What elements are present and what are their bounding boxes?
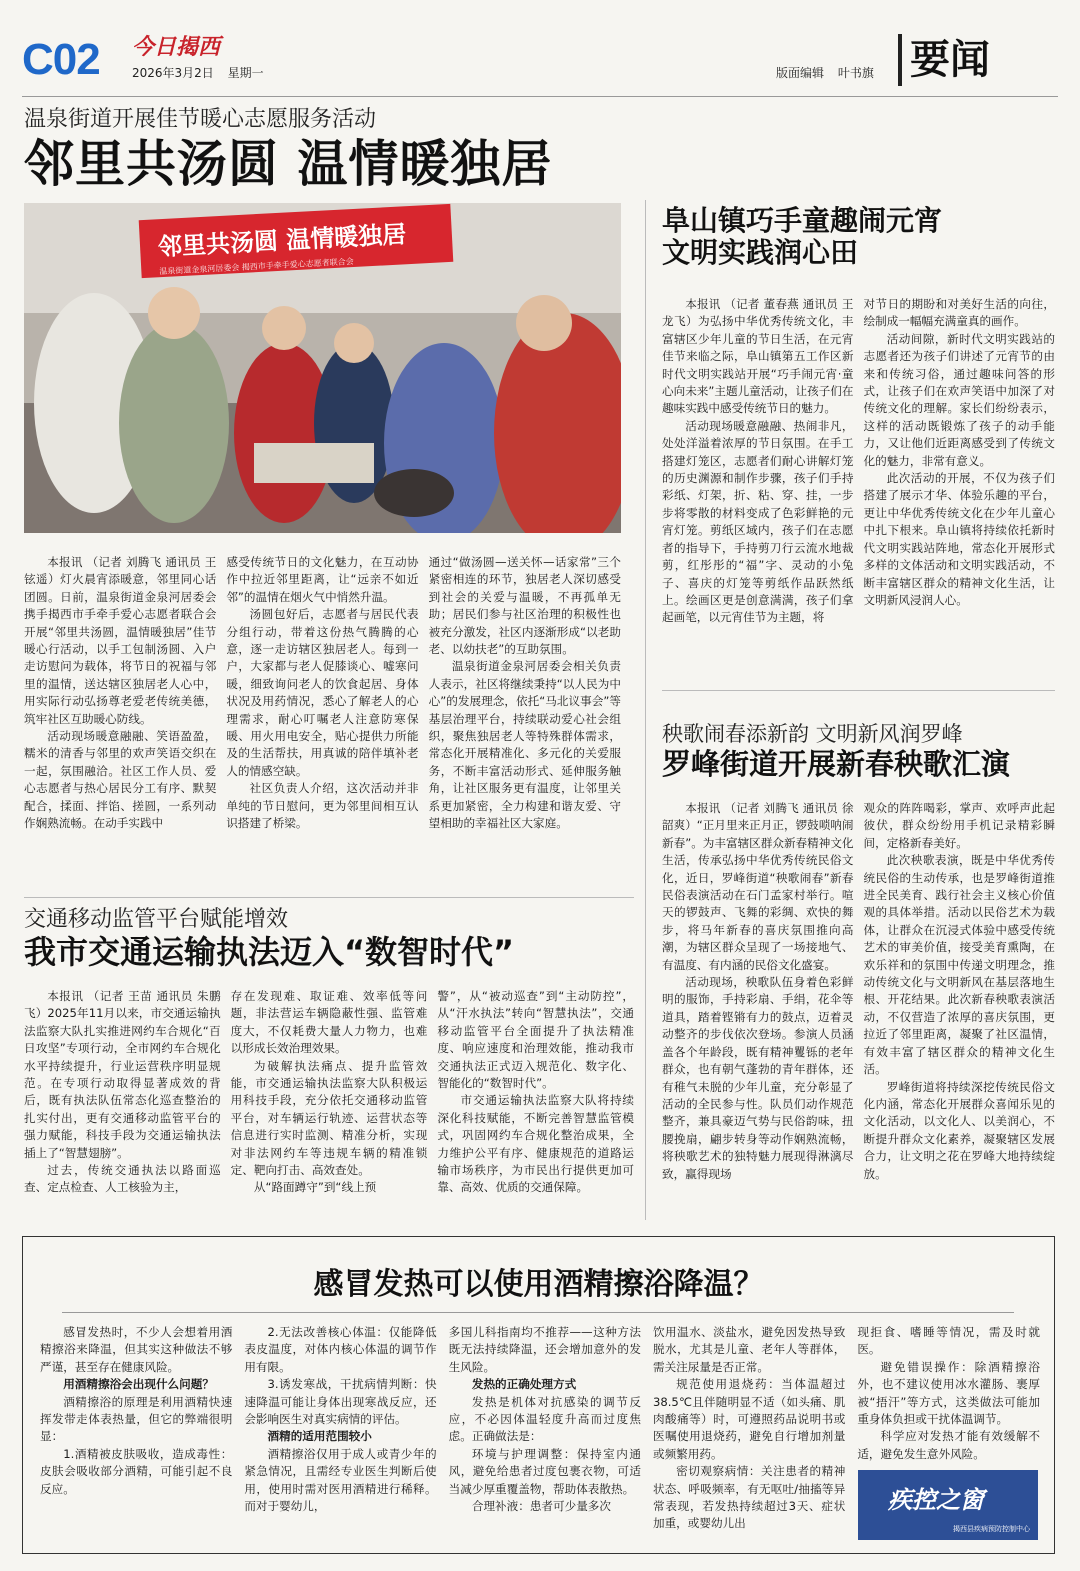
- logo-title: 疾控之窗: [888, 1485, 984, 1514]
- header-rule: [22, 96, 1058, 97]
- paragraph: 警”，从“被动巡查”到“主动防控”，从“汗水执法”转向“智慧执法”，交通移动监管平台全面提升了执法精准度、响应速度和治理效能，推动我市交通执法正式迈入规范化、数字化、智能化的“数智时代”。: [437, 989, 635, 1091]
- masthead-logo: 今日揭西: [132, 34, 221, 60]
- article2-headline-line2: 文明实践润心田: [662, 236, 859, 270]
- subheading: 酒精的适用范围较小: [267, 1429, 372, 1444]
- article5-col-3: [449, 1324, 641, 1533]
- editor-name: 叶书旗: [837, 66, 874, 80]
- article3-headline: 罗峰街道开展新春秧歌汇演: [662, 747, 1011, 781]
- paragraph: 环境与护理调整：保持室内通风，避免给患者过度包裹衣物，可适当减少厚重覆盖物，帮助体表散热。: [448, 1446, 641, 1496]
- section-divider: [898, 34, 902, 86]
- article-divider: [24, 897, 634, 898]
- paragraph: 对节日的期盼和对美好生活的向往，绘制成一幅幅充满童真的画作。: [863, 297, 1055, 329]
- section-title: 要闻: [910, 37, 990, 83]
- paragraph: 本报讯 （记者 董春燕 通讯员 王龙飞）为弘扬中华优秀传统文化，丰富辖区少年儿童的节日生活，在元宵佳节来临之际，阜山镇第五工作区新时代文明实践站开展“巧手闹元宵·童心向未来”主题儿童活动，让孩子们在趣味实践中感受传统节日的魅力。: [662, 297, 854, 416]
- paragraph: 此次活动的开展，不仅为孩子们搭建了展示才华、体验乐趣的平台，更让中华优秀传统文化在少年儿童心中扎下根来。阜山镇将持续依托新时代文明实践站阵地，常态化开展形式多样的文体活动和文明实践活动，不断丰富辖区群众的精神文化生活，让文明新风浸润人心。: [863, 471, 1055, 607]
- article5-col-2: [244, 1324, 436, 1533]
- article4-col-3: [437, 988, 634, 1197]
- article3-kicker: 秧歌闹春添新韵 文明新风润罗峰: [662, 722, 963, 746]
- article2-body: [662, 296, 1055, 627]
- paragraph: 存在发现难、取证难、效率低等问题，非法营运车辆隐蔽性强、监管难度大，不仅耗费大量人力物力，也难以形成长效治理效果。: [230, 989, 428, 1056]
- article1-headline: 邻里共汤圆 温情暖独居: [24, 135, 553, 193]
- paragraph: 现拒食、嗜睡等情况，需及时就医。: [857, 1325, 1041, 1357]
- paragraph: 感受传统节日的文化魅力，在互动协作中拉近邻里距离，让“远亲不如近邻”的温情在烟火气中悄然升温。: [226, 555, 419, 604]
- article1-col-3: [429, 554, 621, 833]
- paragraph: 活动现场暖意融融、热闹非凡，处处洋溢着浓厚的节日氛围。在手工搭建灯笼区，志愿者们耐心讲解灯笼的历史渊源和制作步骤，孩子们手持彩纸、灯架，折、粘、穿、挂，一步步将零散的材料变成了色彩鲜艳的元宵灯笼。剪纸区域内，孩子们在志愿者的指导下，手持剪刀行云流水地裁剪，红彤彤的“福”字、灵动的小兔子、喜庆的灯笼等剪纸作品跃然纸上。绘画区更是创意满满，孩子们拿起画笔，以元宵佳节为主题，将: [662, 418, 854, 625]
- article1-kicker: 温泉街道开展佳节暖心志愿服务活动: [24, 107, 377, 132]
- paragraph: 本报讯 （记者 刘腾飞 通讯员 徐韶爽）“正月里来正月正，锣鼓唢呐闹新春”。为丰富辖区群众新春精神文化生活，传承弘扬中华优秀传统民俗文化，近日，罗峰街道“秧歌闹春”新春民俗表演活动在石门孟家村举行。喧天的锣鼓声、飞舞的彩绸、欢快的舞步，将马年新春的喜庆氛围推向高潮，为辖区群众呈现了一场接地气、有温度、有内涵的民俗文化盛宴。: [662, 801, 854, 972]
- article4-body: [24, 988, 634, 1197]
- article1-col-2: [226, 554, 418, 833]
- article4-col-2: [231, 988, 428, 1197]
- paragraph: 此次秧歌表演，既是中华优秀传统民俗的生动传承，也是罗峰街道推进全民美育、践行社会主义核心价值观的具体举措。活动以民俗艺术为载体，让群众在沉浸式体验中感受传统艺术的审美价值，接受美育熏陶，在欢乐祥和的氛围中传递文明理念，推动传统文化与文明新风在基层落地生根、开花结果。此次新春秧歌表演活动，不仅营造了浓厚的喜庆氛围，更拉近了邻里距离，凝聚了社区温情，有效丰富了辖区群众的精神文化生活。: [863, 853, 1055, 1077]
- paragraph: 3.诱发寒战，干扰病情判断：快速降温可能让身体出现寒战反应，还会影响医生对真实病情的评估。: [244, 1377, 437, 1427]
- paragraph: 避免错误操作：除酒精擦浴外，也不建议使用冰水灌肠、裹厚被“捂汗”等方式，这类做法可能加重身体负担或干扰体温调节。: [857, 1359, 1041, 1427]
- article5-headline: 感冒发热可以使用酒精擦浴降温？: [313, 1267, 764, 1302]
- date-text: 2026年3月2日: [132, 66, 214, 80]
- paragraph: 罗峰街道将持续深挖传统民俗文化内涵，常态化开展群众喜闻乐见的文化活动，以文化人、以美润心，不断提升群众文化素养，凝聚辖区发展合力，让文明之花在罗峰大地持续绽放。: [863, 1079, 1055, 1181]
- article5-col-1: [40, 1324, 232, 1533]
- article4-col-1: [24, 988, 221, 1197]
- issue-date: [132, 64, 274, 81]
- logo-sub: 揭西县疾病预防控制中心: [953, 1525, 1030, 1533]
- cdc-window-logo: [858, 1470, 1038, 1540]
- paragraph: 本报讯 （记者 刘腾飞 通讯员 王铉遥）灯火晨宵添暖意，邻里同心话团圆。日前，温泉街道金泉河居委会携手揭西市手牵手爱心志愿者联合会开展“邻里共汤圆，温情暖独居”佳节暖心行活动，以手工包制汤圆、入户走访慰问为载体，将节日的祝福与邻里的温情，送达辖区独居老人心中，用实际行动弘扬尊老爱老传统美德，筑牢社区互助暖心防线。: [24, 555, 217, 726]
- editor-label: 版面编辑: [776, 66, 825, 80]
- paragraph: 科学应对发热才能有效缓解不适，避免发生意外风险。: [857, 1429, 1041, 1461]
- photo-banner-text: 邻里共汤圆 温情暖独居: [157, 220, 407, 262]
- paragraph: 市交通运输执法监察大队将持续深化科技赋能，不断完善智慧监管模式，巩固网约车合规化整治成果，全力维护公平有序、健康规范的道路运输市场秩序，为市民出行提供更加可靠、高效、优质的交通保障。: [437, 1093, 635, 1195]
- paragraph: 发热是机体对抗感染的调节反应，不必因体温轻度升高而过度焦虑。正确做法是：: [448, 1394, 641, 1444]
- page-number: C02: [22, 35, 100, 84]
- paragraph: 活动现场，秧歌队伍身着色彩鲜明的服饰，手持彩扇、手绢，花伞等道具，踏着铿锵有力的鼓点，迈着灵动整齐的步伐依次登场。参演人员涵盖各个年龄段，既有精神矍铄的老年群众，也有朝气蓬勃的青年群体，还有稚气未脱的少年儿童，充分彰显了活动的全民参与性。队员们动作规范整齐，兼具豪迈气势与民俗韵味，扭腰挽扇，翩步转身等动作娴熟流畅，将秧歌艺术的独特魅力展现得淋漓尽致，赢得现场: [662, 975, 854, 1181]
- paragraph: 酒精擦浴仅用于成人或青少年的紧急情况，且需经专业医生判断后使用，使用时需对医用酒精进行稀释。而对于婴幼儿，: [244, 1446, 437, 1514]
- subheading: 用酒精擦浴会出现什么问题？: [63, 1377, 214, 1392]
- weekday-text: 星期一: [227, 66, 264, 80]
- column-divider: [645, 200, 646, 1220]
- article2-headline: [662, 205, 942, 269]
- page-editor: [776, 64, 884, 81]
- article-divider: [662, 690, 1055, 691]
- paragraph: 饮用温水、淡盐水，避免因发热导致脱水，尤其是儿童、老年人等群体，需关注尿量是否正常。: [652, 1325, 846, 1374]
- article3-col-2: [864, 800, 1056, 1183]
- health-title-rule: [62, 1312, 1014, 1313]
- article4-headline: 我市交通运输执法迈入“数智时代”: [24, 933, 515, 971]
- article1-body: [24, 554, 621, 833]
- paragraph: 通过“做汤圆—送关怀—话家常”三个紧密相连的环节，独居老人深切感受到社会的关爱与温暖，不再孤单无助；居民们参与社区治理的积极性也被充分激发，社区内逐渐形成“以老助老、以幼扶老”的互助氛围。: [428, 555, 621, 657]
- article2-col-1: [662, 296, 854, 627]
- paragraph: 密切观察病情：关注患者的精神状态、呼吸频率，有无呕吐/抽搐等异常表现，若发热持续超过3天、症状加重，或婴幼儿出: [652, 1464, 846, 1531]
- paragraph: 温泉街道金泉河居委会相关负责人表示，社区将继续秉持“以人民为中心”的发展理念，依托“马北议事会”等基层治理平台，持续联动爱心社会组织，聚焦独居老人等特殊群体需求，常态化开展精准化、多元化的关爱服务，不断丰富活动形式、延伸服务触角，让社区服务更有温度，让邻里关系更加紧密，全力构建和谐友爱、守望相助的幸福社区大家庭。: [428, 659, 621, 831]
- paragraph: 活动间隙，新时代文明实践站的志愿者还为孩子们讲述了元宵节的由来和传统习俗，通过趣味问答的形式，让孩子们在欢声笑语中加深了对传统文化的理解。家长们纷纷表示，这样的活动既锻炼了孩子的动手能力，又让他们近距离感受到了传统文化的魅力，非常有意义。: [863, 331, 1055, 468]
- paragraph: 为破解执法痛点、提升监管效能，市交通运输执法监察大队积极运用科技手段，充分依托交通移动监管平台，对车辆运行轨迹、运营状态等信息进行实时监测、精准分析，实现对非法网约车等违规车辆的精准锁定、靶向打击、高效查处。: [230, 1058, 428, 1178]
- article2-col-2: [864, 296, 1056, 627]
- paragraph: 汤圆包好后，志愿者与居民代表分组行动，带着这份热气腾腾的心意，逐一走访辖区独居老人。每到一户，大家都与老人促膝谈心、嘘寒问暖，细致询问老人的饮食起居、身体状况及用药情况，悉心了解老人的心理需求，耐心叮嘱老人注意防寒保暖、用火用电安全，贴心提供力所能及的生活帮扶，用真诚的陪伴填补老人的情感空缺。: [226, 607, 419, 778]
- article1-col-1: [24, 554, 216, 833]
- paragraph: 社区负责人介绍，这次活动并非单纯的节日慰问，更为邻里间相互认识搭建了桥梁。: [226, 781, 419, 831]
- article2-headline-line1: 阜山镇巧手童趣闹元宵: [662, 204, 943, 237]
- subheading: 发热的正确处理方式: [471, 1377, 577, 1392]
- paragraph: 规范使用退烧药：当体温超过38.5℃且伴随明显不适（如头痛、肌肉酸痛等）时，可遵照药品说明书或医嘱使用退烧药，避免自行增加剂量或频繁用药。: [652, 1377, 846, 1461]
- paragraph: 合理补液：患者可少量多次: [471, 1499, 611, 1514]
- article3-col-1: [662, 800, 854, 1183]
- paragraph: 从“路面蹲守”到“线上预: [253, 1180, 377, 1195]
- article3-body: [662, 800, 1055, 1183]
- paragraph: 过去，传统交通执法以路面巡查、定点检查、人工核验为主，: [24, 1163, 221, 1195]
- article5-col-4: [653, 1324, 845, 1533]
- paragraph: 观众的阵阵喝彩，掌声、欢呼声此起彼伏，群众纷纷用手机记录精彩瞬间，定格新春美好。: [863, 801, 1055, 850]
- paragraph: 活动现场暖意融融、笑语盈盈，糯米的清香与邻里的欢声笑语交织在一起，氛围融洽。社区工作人员、爱心志愿者与热心居民分工有序、默契配合，揉面、拌馅、搓圆，一系列动作娴熟流畅。在动手实践中: [24, 729, 217, 831]
- photo-banner-sub: 温泉街道金泉河居委会 揭西市手牵手爱心志愿者联合会: [159, 257, 354, 277]
- paragraph: 2.无法改善核心体温：仅能降低表皮温度，对体内核心体温的调节作用有限。: [244, 1325, 437, 1374]
- paragraph: 多国儿科指南均不推荐——这种方法既无法持续降温，还会增加意外的发生风险。: [448, 1325, 641, 1374]
- paragraph: 本报讯 （记者 王苗 通讯员 朱鹏飞）2025年11月以来，市交通运输执法监察大队扎实推进网约车合规化“百日攻坚”专项行动，全市网约车合规化水平持续提升，行业运营秩序明显规范。在专项行动取得显著成效的背后，既有执法队伍常态化巡查整治的扎实付出，更有交通移动监管平台的强力赋能，科技手段为交通运输执法插上了“智慧翅膀”。: [24, 989, 221, 1160]
- article4-kicker: 交通移动监管平台赋能增效: [24, 907, 289, 932]
- paragraph: 感冒发热时，不少人会想着用酒精擦浴来降温，但其实这种做法不够严谨，甚至存在健康风险。: [40, 1325, 233, 1374]
- paragraph: 1.酒精被皮肤吸收，造成毒性：皮肤会吸收部分酒精，可能引起不良反应。: [40, 1446, 233, 1496]
- paragraph: 酒精擦浴的原理是利用酒精快速挥发带走体表热量，但它的弊端很明显：: [40, 1394, 233, 1444]
